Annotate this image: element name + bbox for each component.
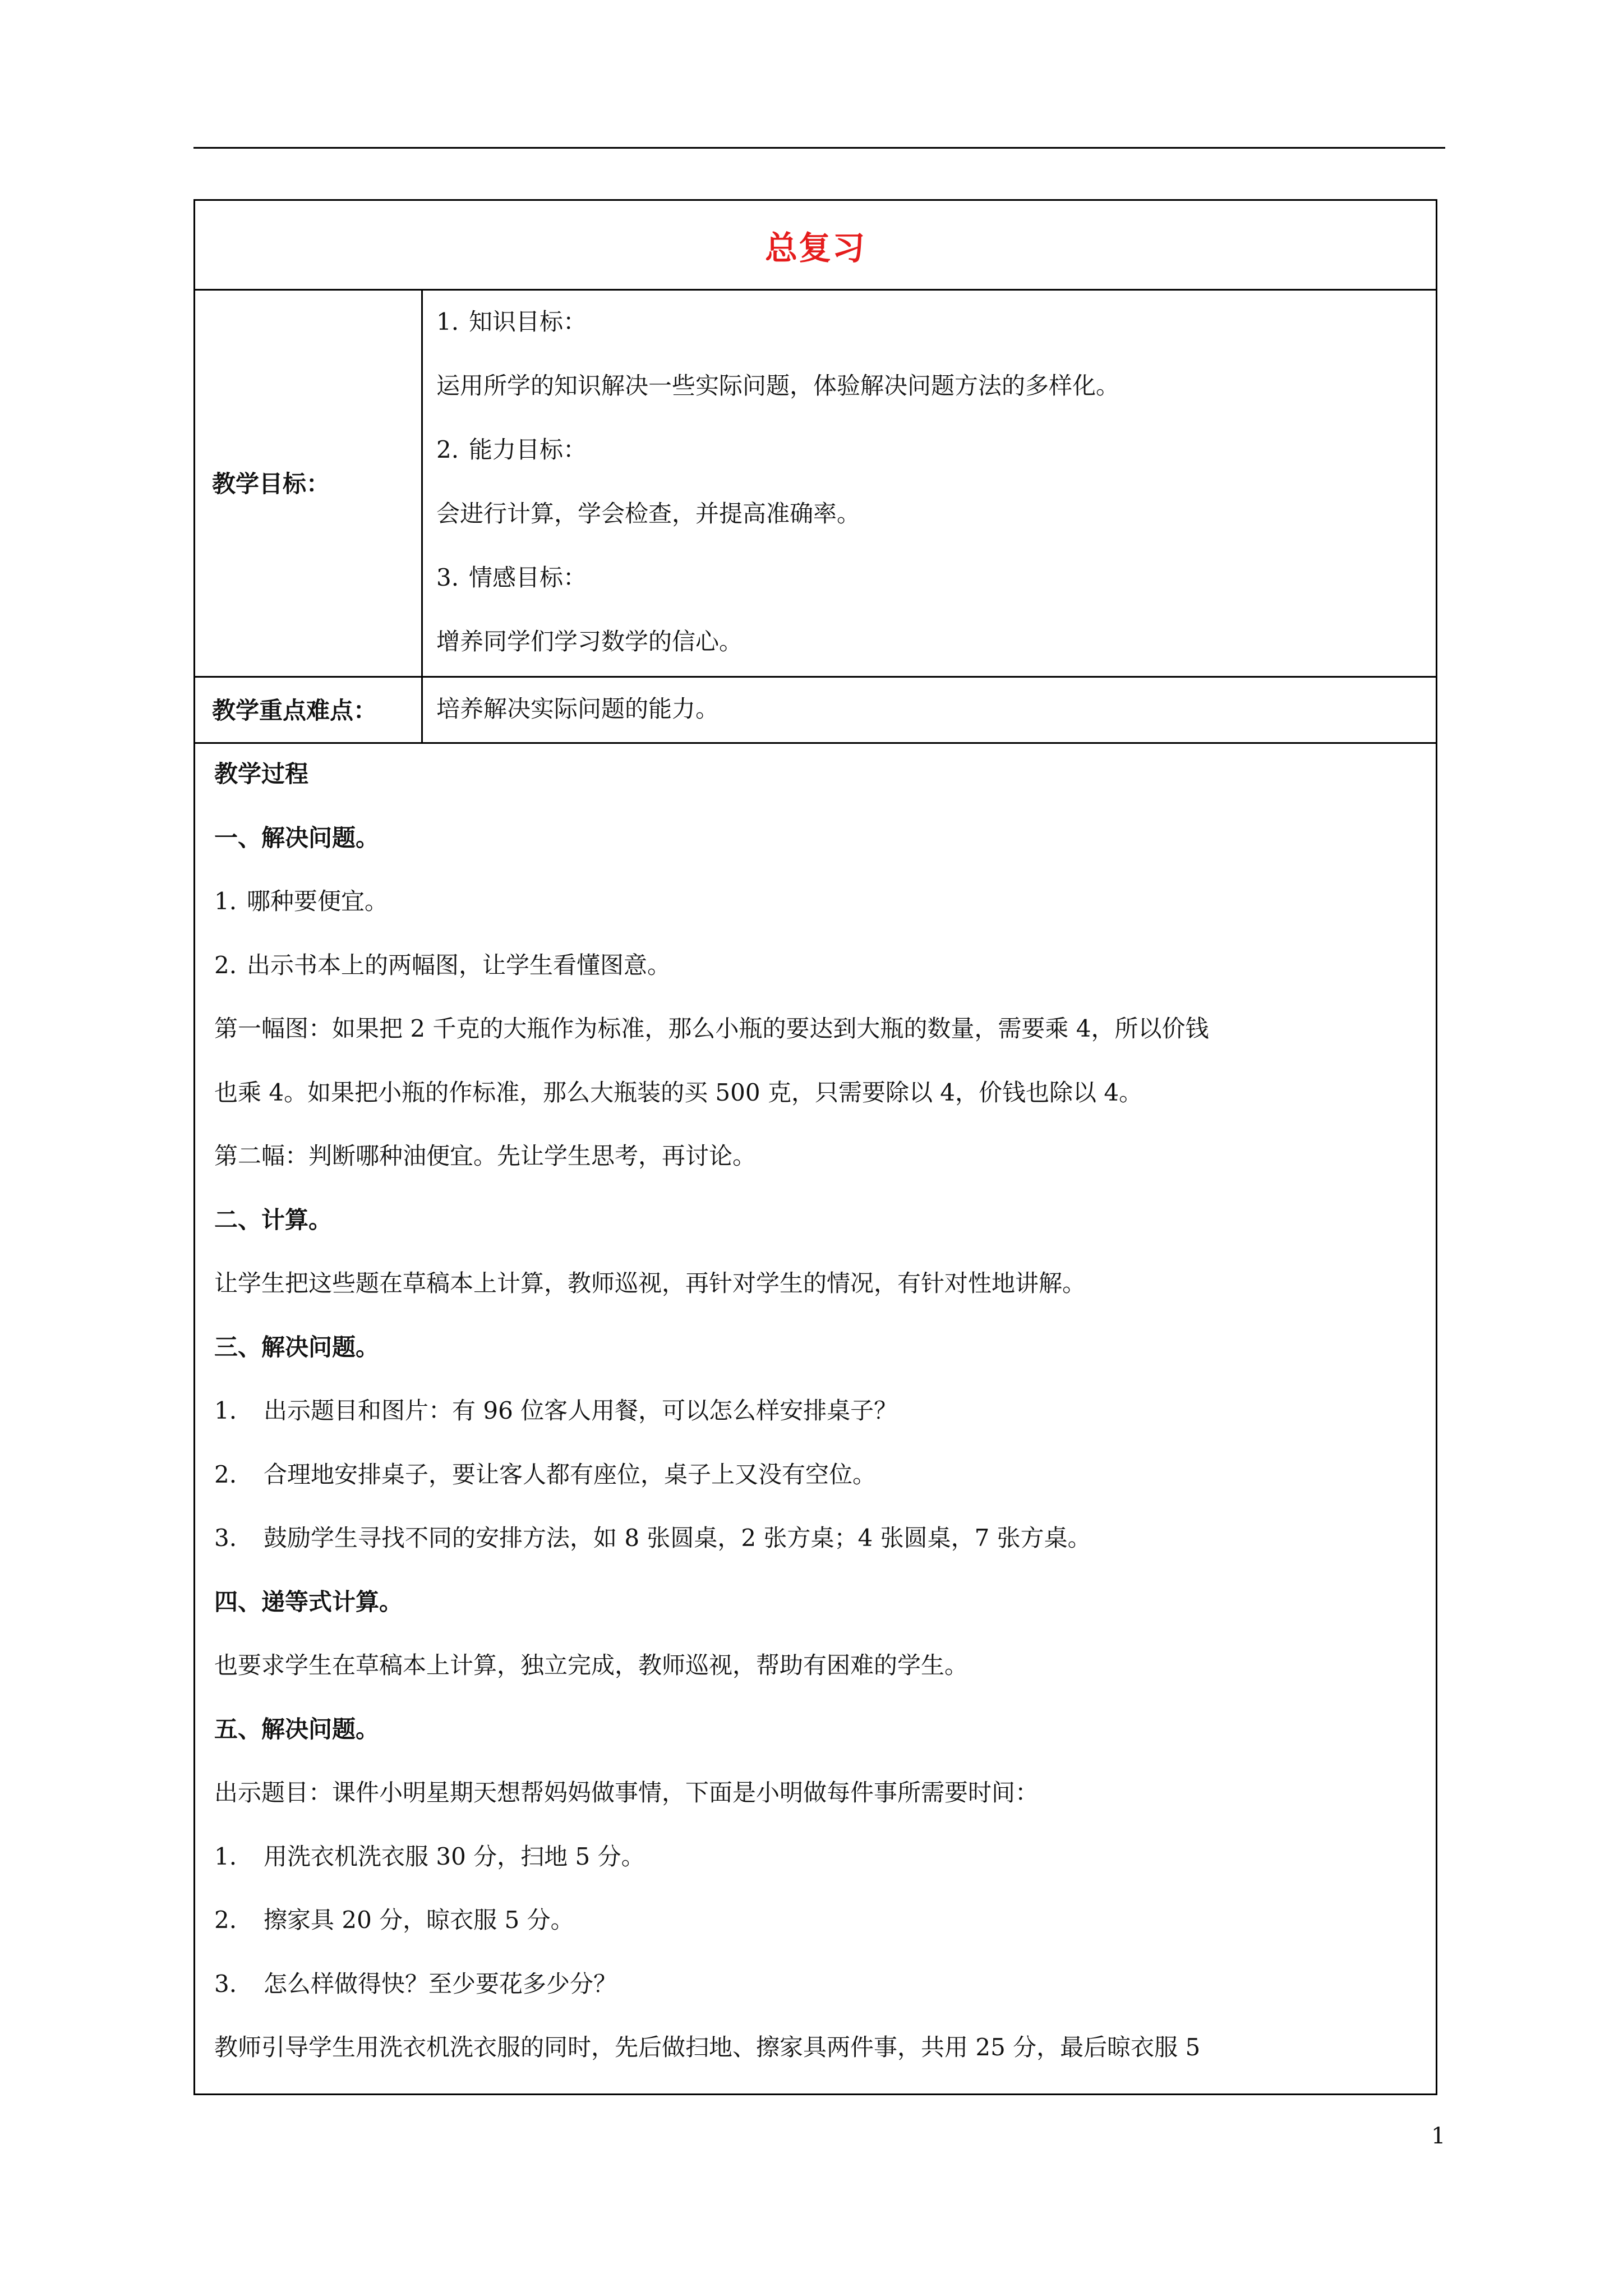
goal-line xyxy=(436,290,1436,354)
item-number: 2. xyxy=(214,1906,237,1934)
process-line xyxy=(214,1506,1436,1570)
item-number: 3. xyxy=(214,1970,237,1998)
page-number: 1 xyxy=(1431,2123,1446,2149)
title-row xyxy=(195,201,1436,291)
goal-text: 运用所学的知识解决一些实际问题，体验解决问题方法的多样化。 xyxy=(436,372,1120,399)
section-heading: 四、递等式计算。 xyxy=(214,1588,403,1616)
lesson-plan-table xyxy=(193,199,1437,2095)
item-text: 鼓励学生寻找不同的安排方法，如 8 张圆桌，2 张方桌；4 张圆桌，7 张方桌。 xyxy=(264,1524,1091,1552)
item-text: 用洗衣机洗衣服 30 分，扫地 5 分。 xyxy=(264,1842,645,1870)
process-heading: 教学过程 xyxy=(214,760,309,788)
section-heading: 二、计算。 xyxy=(214,1205,333,1234)
process-line: 教师引导学生用洗衣机洗衣服的同时，先后做扫地、擦家具两件事，共用 25 分，最后晾衣服 5 xyxy=(214,2033,1201,2061)
goal-text: 能力目标： xyxy=(469,436,587,463)
page-title: 总复习 xyxy=(764,228,866,267)
section-heading: 三、解决问题。 xyxy=(214,1333,380,1361)
goal-text: 知识目标： xyxy=(469,308,587,335)
item-number: 2. xyxy=(214,951,237,979)
process-line xyxy=(214,1888,1436,1952)
key-points-content xyxy=(423,676,1436,742)
process-line xyxy=(214,1379,1436,1443)
item-text: 出示题目和图片：有 96 位客人用餐，可以怎么样安排桌子？ xyxy=(264,1397,898,1424)
process-line xyxy=(214,1443,1436,1507)
goal-number: 2. xyxy=(436,436,459,463)
goal-number: 3. xyxy=(436,564,459,591)
goal-line xyxy=(436,354,1436,418)
process-line: 第一幅图：如果把 2 千克的大瓶作为标准，那么小瓶的要达到大瓶的数量，需要乘 4，所以价钱 xyxy=(214,1015,1209,1042)
goal-line xyxy=(436,418,1436,482)
teaching-goals-content xyxy=(423,289,1436,676)
key-points-label-cell xyxy=(195,676,423,742)
goal-line xyxy=(436,610,1436,674)
goal-number: 1. xyxy=(436,308,459,335)
goal-line xyxy=(436,482,1436,546)
item-text: 哪种要便宜。 xyxy=(247,887,389,915)
item-text: 出示书本上的两幅图，让学生看懂图意。 xyxy=(247,951,671,979)
item-number: 1. xyxy=(214,1842,237,1870)
item-text: 擦家具 20 分，晾衣服 5 分。 xyxy=(264,1906,574,1934)
goal-text: 会进行计算，学会检查，并提高准确率。 xyxy=(436,500,861,527)
item-text: 合理地安排桌子，要让客人都有座位，桌子上又没有空位。 xyxy=(264,1460,877,1488)
process-line: 出示题目：课件小明星期天想帮妈妈做事情，下面是小明做每件事所需要时间： xyxy=(214,1779,1039,1806)
teaching-process xyxy=(195,742,1436,2079)
header-rule xyxy=(193,147,1445,149)
section-heading: 五、解决问题。 xyxy=(214,1715,380,1743)
process-line: 第二幅：判断哪种油便宜。先让学生思考，再讨论。 xyxy=(214,1142,757,1170)
section-heading: 一、解决问题。 xyxy=(214,823,380,852)
process-line: 也乘 4。如果把小瓶的作标准，那么大瓶装的买 500 克，只需要除以 4，价钱也除以 4。 xyxy=(214,1078,1143,1106)
process-line xyxy=(214,1825,1436,1889)
process-line: 让学生把这些题在草稿本上计算，教师巡视，再针对学生的情况，有针对性地讲解。 xyxy=(214,1269,1086,1297)
goal-text: 增养同学们学习数学的信心。 xyxy=(436,628,743,655)
teaching-goals-label-cell xyxy=(195,289,423,676)
item-number: 1. xyxy=(214,1397,237,1424)
item-number: 1. xyxy=(214,887,237,915)
process-line xyxy=(214,869,1436,933)
key-points-text: 培养解决实际问题的能力。 xyxy=(436,695,720,723)
item-text: 怎么样做得快？至少要花多少分？ xyxy=(264,1970,617,1998)
item-number: 2. xyxy=(214,1460,237,1488)
process-line xyxy=(214,933,1436,997)
key-points-label: 教学重点难点： xyxy=(212,697,377,724)
goal-text: 情感目标： xyxy=(469,564,587,591)
process-line xyxy=(214,1952,1436,2016)
teaching-goals-row xyxy=(195,289,1436,678)
teaching-goals-label: 教学目标： xyxy=(212,470,330,498)
key-points-row xyxy=(195,676,1436,744)
goal-line xyxy=(436,546,1436,610)
process-line: 也要求学生在草稿本上计算，独立完成，教师巡视，帮助有困难的学生。 xyxy=(214,1651,969,1679)
item-number: 3. xyxy=(214,1524,237,1552)
